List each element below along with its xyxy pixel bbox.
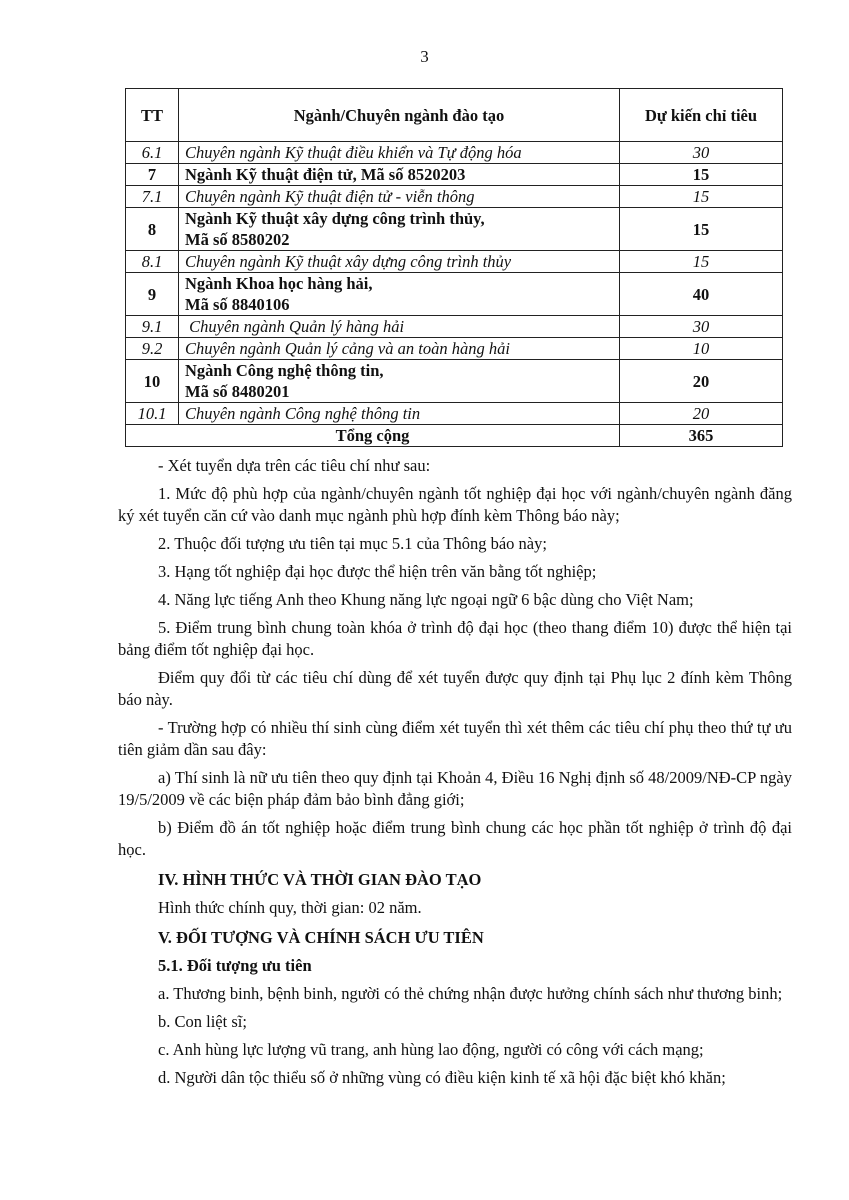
row-quota: 15	[620, 186, 783, 208]
header-major: Ngành/Chuyên ngành đào tạo	[179, 89, 620, 142]
row-quota: 15	[620, 208, 783, 251]
row-tt: 7	[126, 164, 179, 186]
row-major-line: Ngành Kỹ thuật xây dựng công trình thủy,	[185, 209, 485, 228]
tie-criterion-b: b) Điểm đồ án tốt nghiệp hoặc điểm trung bình chung các học phần tốt nghiệp ở trình độ đại học.	[118, 818, 792, 859]
row-tt: 6.1	[126, 142, 179, 164]
row-major-line: Chuyên ngành Kỹ thuật điện tử - viễn thông	[185, 187, 475, 206]
row-quota: 15	[620, 164, 783, 186]
section-4-text: Hình thức chính quy, thời gian: 02 năm.	[158, 898, 422, 917]
table-row	[126, 142, 783, 164]
row-quota: 40	[620, 273, 783, 316]
row-quota: 30	[620, 142, 783, 164]
priority-item-b: b. Con liệt sĩ;	[158, 1012, 247, 1031]
criteria-item: 1. Mức độ phù hợp của ngành/chuyên ngành tốt nghiệp đại học với ngành/chuyên ngành đăng ký xét tuyển căn cứ vào danh mục ngành phù hợp đính kèm Thông báo này;	[118, 484, 792, 525]
page-number: 3	[420, 47, 429, 66]
table-row	[126, 208, 783, 251]
row-tt: 9.2	[126, 338, 179, 360]
section-4-title: IV. HÌNH THỨC VÀ THỜI GIAN ĐÀO TẠO	[158, 870, 482, 889]
row-major-line: Ngành Kỹ thuật điện tử, Mã số 8520203	[185, 165, 466, 184]
row-tt: 8.1	[126, 251, 179, 273]
row-major-line: Ngành Khoa học hàng hải,	[185, 274, 373, 293]
total-value: 365	[620, 425, 783, 447]
header-tt: TT	[126, 89, 179, 142]
row-major	[179, 164, 620, 186]
row-major-line: Chuyên ngành Quản lý cảng và an toàn hàng hải	[185, 339, 510, 358]
document-body	[118, 455, 792, 1095]
row-major	[179, 142, 620, 164]
section-5-title: V. ĐỐI TƯỢNG VÀ CHÍNH SÁCH ƯU TIÊN	[158, 928, 484, 947]
priority-item-d: d. Người dân tộc thiểu số ở những vùng có điều kiện kinh tế xã hội đặc biệt khó khăn;	[158, 1068, 726, 1087]
row-tt: 9.1	[126, 316, 179, 338]
criteria-item: 4. Năng lực tiếng Anh theo Khung năng lực ngoại ngữ 6 bậc dùng cho Việt Nam;	[158, 590, 694, 609]
row-major	[179, 316, 620, 338]
row-major-code: Mã số 8840106	[185, 295, 290, 314]
table-row	[126, 164, 783, 186]
row-major	[179, 338, 620, 360]
row-major	[179, 403, 620, 425]
row-major	[179, 208, 620, 251]
table-row	[126, 338, 783, 360]
row-quota: 15	[620, 251, 783, 273]
total-label: Tổng cộng	[126, 425, 620, 447]
row-tt: 7.1	[126, 186, 179, 208]
table-row	[126, 273, 783, 316]
criteria-item: 2. Thuộc đối tượng ưu tiên tại mục 5.1 của Thông báo này;	[158, 534, 547, 553]
criteria-item: 3. Hạng tốt nghiệp đại học được thể hiện trên văn bằng tốt nghiệp;	[158, 562, 597, 581]
row-major-line: Ngành Công nghệ thông tin,	[185, 361, 384, 380]
table-header-row	[126, 89, 783, 142]
tie-criterion-a: a) Thí sinh là nữ ưu tiên theo quy định tại Khoản 4, Điều 16 Nghị định số 48/2009/NĐ-CP ngày 19/5/2009 về các biện pháp đảm bảo bình đẳng giới;	[118, 768, 792, 809]
row-quota: 10	[620, 338, 783, 360]
row-major-line: Chuyên ngành Quản lý hàng hải	[185, 317, 405, 336]
row-major-line: Chuyên ngành Kỹ thuật điều khiển và Tự động hóa	[185, 143, 522, 162]
table-row	[126, 403, 783, 425]
priority-item-a: a. Thương binh, bệnh binh, người có thẻ chứng nhận được hưởng chính sách như thương binh;	[158, 984, 783, 1003]
tie-intro: - Trường hợp có nhiều thí sinh cùng điểm xét tuyển thì xét thêm các tiêu chí phụ theo thứ tự ưu tiên giảm dần sau đây:	[118, 718, 792, 759]
row-quota: 20	[620, 403, 783, 425]
table-row	[126, 360, 783, 403]
row-major-line: Chuyên ngành Kỹ thuật xây dựng công trình thủy	[185, 252, 512, 271]
row-tt: 10	[126, 360, 179, 403]
header-quota: Dự kiến chỉ tiêu	[620, 89, 783, 142]
table-total-row	[126, 425, 783, 447]
criteria-item: 5. Điểm trung bình chung toàn khóa ở trình độ đại học (theo thang điểm 10) được thể hiện tại bảng điểm tốt nghiệp đại học.	[118, 618, 792, 659]
priority-item-c: c. Anh hùng lực lượng vũ trang, anh hùng lao động, người có công với cách mạng;	[158, 1040, 704, 1059]
row-tt: 9	[126, 273, 179, 316]
table-row	[126, 251, 783, 273]
section-5-1-title: 5.1. Đối tượng ưu tiên	[158, 956, 312, 975]
quota-table	[125, 88, 783, 447]
row-major-line: Chuyên ngành Công nghệ thông tin	[185, 404, 421, 423]
row-major-code: Mã số 8480201	[185, 382, 290, 401]
row-quota: 30	[620, 316, 783, 338]
row-tt: 10.1	[126, 403, 179, 425]
row-tt: 8	[126, 208, 179, 251]
table-row	[126, 316, 783, 338]
row-major-code: Mã số 8580202	[185, 230, 290, 249]
row-major	[179, 251, 620, 273]
conversion-note: Điểm quy đổi từ các tiêu chí dùng để xét tuyển được quy định tại Phụ lục 2 đính kèm Thông báo này.	[118, 668, 792, 709]
table-row	[126, 186, 783, 208]
row-major	[179, 186, 620, 208]
criteria-intro: - Xét tuyển dựa trên các tiêu chí như sau:	[158, 456, 431, 475]
row-major	[179, 273, 620, 316]
row-major	[179, 360, 620, 403]
row-quota: 20	[620, 360, 783, 403]
